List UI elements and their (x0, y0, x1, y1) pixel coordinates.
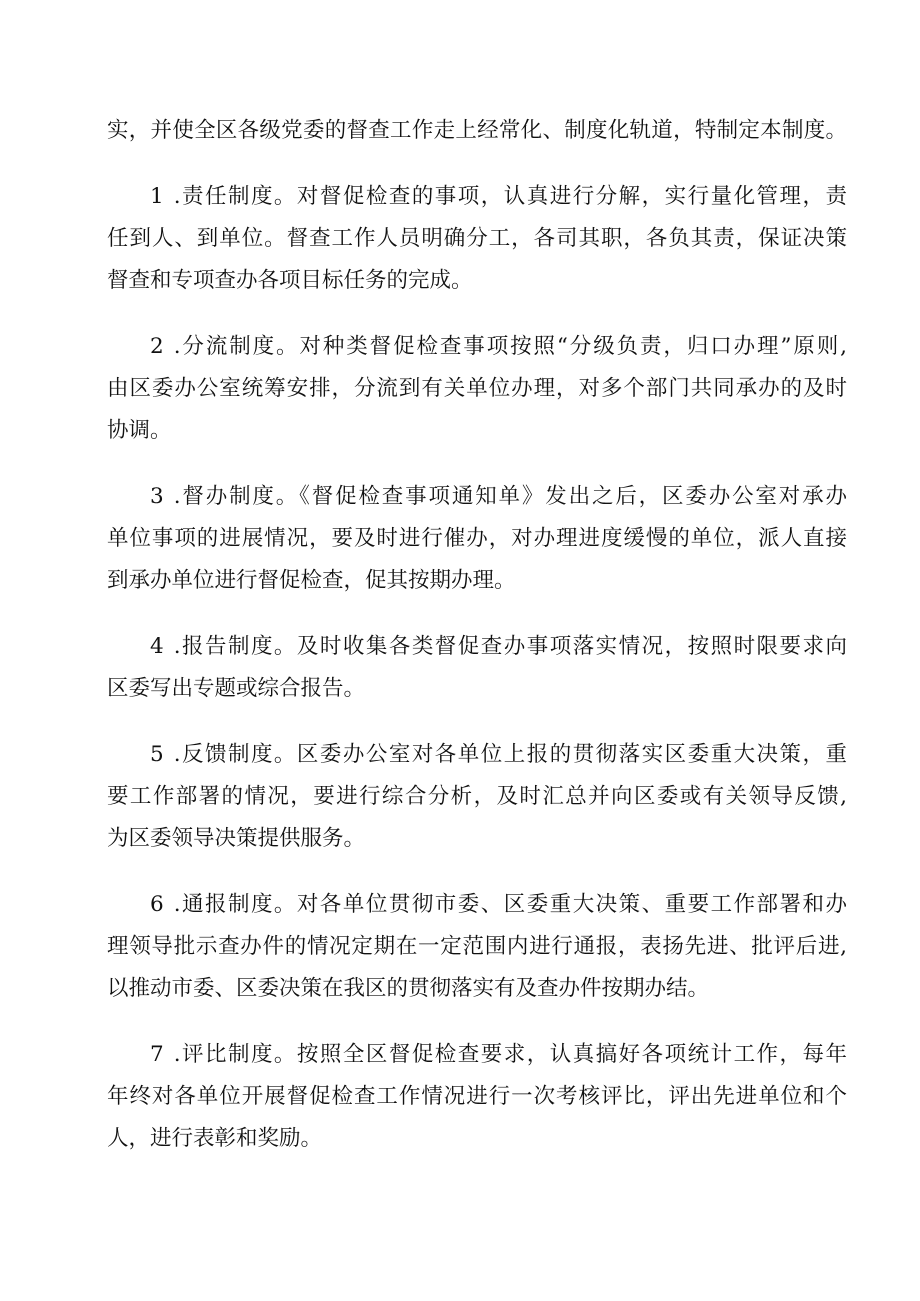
item-4-line-2: 区委写出专题或综合报告。 (107, 676, 366, 701)
item-3-line-2: 单位事项的进展情况，要及时进行催办，对办理进度缓慢的单位，派人直接 (107, 526, 847, 551)
document-body (107, 110, 847, 1184)
item-4-number: 4 (150, 634, 164, 659)
item-3-text-1: .督办制度。《督促检查事项通知单》发出之后，区委办公室对承办 (173, 484, 847, 509)
item-4-text-1: .报告制度。及时收集各类督促查办事项落实情况，按照时限要求向 (173, 634, 847, 659)
item-6-line-3: 以推动市委、区委决策在我区的贯彻落实有及查办件按期办结。 (107, 976, 710, 1001)
item-3-number: 3 (150, 484, 164, 509)
item-6-line-1 (107, 884, 847, 926)
item-2-number: 2 (150, 334, 164, 359)
item-1-line-2: 任到人、到单位。督查工作人员明确分工，各司其职，各负其责，保证决策 (107, 226, 847, 251)
item-1-line-1 (107, 176, 847, 218)
item-7-line-3: 人，进行表彰和奖励。 (107, 1126, 323, 1151)
item-5-line-2: 要工作部署的情况，要进行综合分析，及时汇总并向区委或有关领导反馈, (107, 784, 847, 809)
item-5-paragraph (107, 734, 847, 860)
item-4-paragraph (107, 626, 847, 710)
item-2-text-1: .分流制度。对种类督促检查事项按照“分级负责，归口办理”原则, (173, 334, 847, 359)
item-2-line-2: 由区委办公室统筹安排，分流到有关单位办理，对多个部门共同承办的及时 (107, 376, 847, 401)
item-6-number: 6 (150, 892, 164, 917)
intro-line: 实，并使全区各级党委的督查工作走上经常化、制度化轨道，特制定本制度。 (107, 118, 847, 143)
item-7-text-1: .评比制度。按照全区督促检查要求，认真搞好各项统计工作，每年 (173, 1042, 847, 1067)
item-7-number: 7 (150, 1042, 164, 1067)
item-6-text-1: .通报制度。对各单位贯彻市委、区委重大决策、重要工作部署和办 (173, 892, 847, 917)
item-3-paragraph (107, 476, 847, 602)
item-5-text-1: .反馈制度。区委办公室对各单位上报的贯彻落实区委重大决策，重 (173, 742, 847, 767)
item-3-line-3: 到承办单位进行督促检查，促其按期办理。 (107, 568, 516, 593)
item-1-paragraph (107, 176, 847, 302)
item-6-paragraph (107, 884, 847, 1010)
item-3-line-1 (107, 476, 847, 518)
intro-paragraph (107, 110, 847, 152)
item-2-paragraph (107, 326, 847, 452)
item-7-paragraph (107, 1034, 847, 1160)
item-5-line-1 (107, 734, 847, 776)
item-1-line-3: 督查和专项查办各项目标任务的完成。 (107, 268, 473, 293)
item-2-line-3: 协调。 (107, 418, 172, 443)
item-1-number: 1 (150, 184, 164, 209)
item-7-line-2: 年终对各单位开展督促检查工作情况进行一次考核评比，评出先进单位和个 (107, 1084, 847, 1109)
item-1-text-1: .责任制度。对督促检查的事项，认真进行分解，实行量化管理，责 (173, 184, 847, 209)
item-5-line-3: 为区委领导决策提供服务。 (107, 826, 366, 851)
item-5-number: 5 (150, 742, 164, 767)
item-4-line-1 (107, 626, 847, 668)
item-7-line-1 (107, 1034, 847, 1076)
item-2-line-1 (107, 326, 847, 368)
item-6-line-2: 理领导批示查办件的情况定期在一定范围内进行通报，表扬先进、批评后进, (107, 934, 847, 959)
